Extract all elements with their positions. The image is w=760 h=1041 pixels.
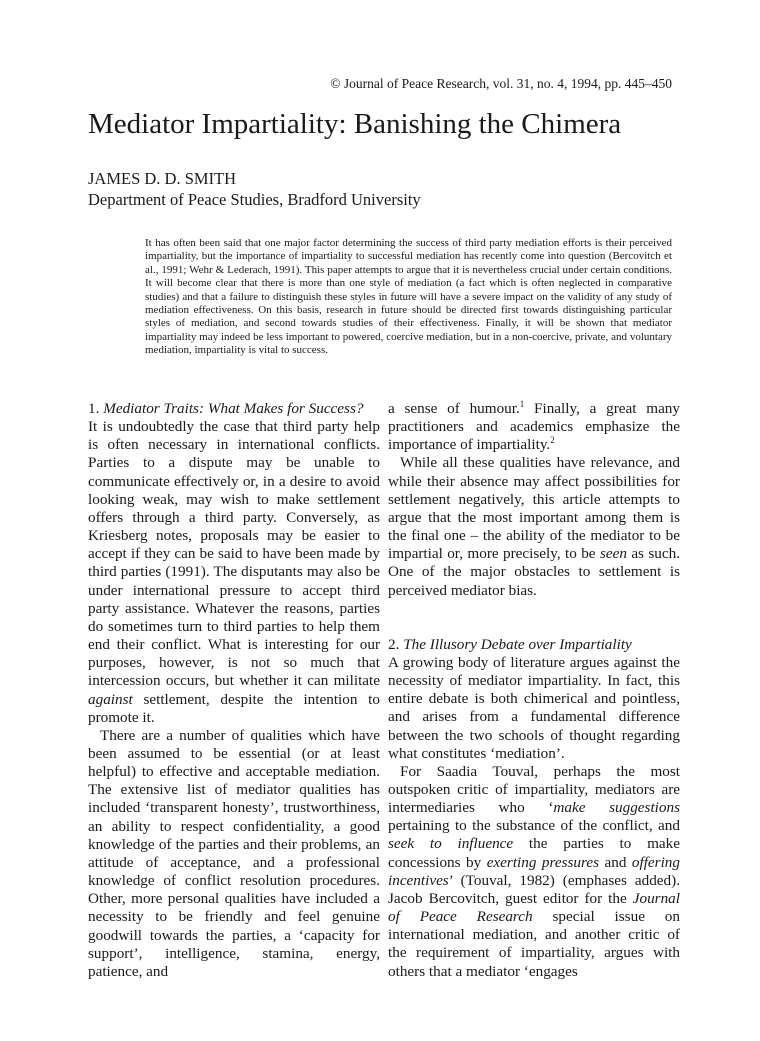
text-run: ’ (Touval, 1982) (emphases added). Jacob Bercovitch, guest editor for the — [388, 871, 680, 907]
article-title: Mediator Impartiality: Banishing the Chimera — [88, 108, 622, 140]
text-run: as such. One of the major obstacles to settlement is perceived mediator bias. — [388, 545, 680, 599]
paragraph — [88, 418, 380, 727]
author-block — [88, 168, 421, 210]
section-heading-2 — [388, 636, 680, 654]
text-run: pertaining to the substance of the conflict, and — [388, 817, 680, 835]
text-run: It is undoubtedly the case that third party help is often necessary in international conflicts. Parties to a dispute may be unable to communicate effectively or, in a desire to avoid looking weak, may wish to make settlement offers through a third party. Conversely, as Kriesberg notes, proposals may be easier to accept if they can be said to have been made by third parties (1991). The disputants may also be under international pressure to accept third party assistance. Whatever the reasons, parties do sometimes turn to third parties to help them end their conflict. What is interesting for our purposes, however, is not so much that intercession occurs, but whether it can militate — [88, 418, 380, 690]
text-run: For Saadia Touval, perhaps the most outspoken critic of impartiality, mediators are intermediaries who ‘ — [388, 762, 680, 817]
paragraph: A growing body of literature argues against the necessity of mediator impartiality. In fact, this entire debate is both chimerical and pointless, and arises from a fundamental difference between the two schools of thought regarding what constitutes ‘mediation’. — [388, 653, 680, 762]
emphasis: against — [88, 690, 133, 708]
emphasis: make suggestions — [553, 799, 680, 817]
text-run: settlement, despite the intention to promote it. — [88, 690, 380, 726]
column-right — [388, 400, 680, 981]
section-title: The Illusory Debate over Impartiality — [403, 635, 632, 653]
section-number: 1. — [88, 400, 100, 417]
author-name: JAMES D. D. SMITH — [88, 169, 237, 188]
text-run: special issue on international mediation, and another critic of the requirement of impartiality, argues with others that a mediator ‘engages — [388, 908, 680, 980]
text-run: Finally, a great many practitioners and academics emphasize the importance of impartiality. — [388, 400, 680, 454]
section-number: 2. — [388, 635, 400, 653]
journal-citation: © Journal of Peace Research, vol. 31, no. 4, 1994, pp. 445–450 — [330, 76, 672, 91]
emphasis: seek to influence — [388, 835, 514, 853]
abstract: It has often been said that one major factor determining the success of third party mediation efforts is their perceived impartiality, but the importance of impartiality to successful mediation has recently come into question (Bercovitch et al., 1991; Wehr & Lederach, 1991). This paper attempts to argue that it is nevertheless crucial under certain conditions. It will become clear that there is more than one style of mediation (a fact which is often neglected in comparative studies) and that a failure to distinguish these styles in future will have a severe impact on the validity of any study of mediation effectiveness. On this basis, research in future should be directed first towards distinguishing particular styles of mediation, and second towards studies of their effectiveness. Finally, it will be shown that mediator impartiality may indeed be less important to powered, coercive mediation, but in a non-coercive, private, and voluntary mediation, impartiality is vital to success. — [145, 237, 672, 357]
footnote-ref[interactable]: 1 — [519, 398, 525, 409]
emphasis: offering incentives — [388, 853, 680, 889]
column-left — [88, 400, 380, 981]
text-run: While all these qualities have relevance, and while their absence may affect possibilities for settlement negatively, this article attempts to argue that the most important among them is the final one – the ability of the mediator to be impartial or, more precisely, to be — [388, 454, 680, 563]
emphasis: Journal of Peace Research — [388, 889, 680, 926]
paragraph — [388, 400, 680, 454]
emphasis: seen — [599, 545, 627, 563]
section-spacer — [388, 600, 680, 636]
section-title: Mediator Traits: What Makes for Success? — [103, 400, 364, 417]
paragraph — [388, 763, 680, 981]
section-heading-1 — [88, 400, 380, 418]
paragraph — [388, 454, 680, 599]
text-run: and — [599, 853, 632, 871]
text-run: a sense of humour. — [388, 400, 520, 417]
paragraph: There are a number of qualities which have been assumed to be essential (or at least helpful) to effective and acceptable mediation. The extensive list of mediator qualities has included ‘transparent honesty’, trustworthiness, an ability to respect confidentiality, a good knowledge of the parties and their problems, an attitude of acceptance, and a professional knowledge of conflict resolution procedures. Other, more personal qualities have included a necessity to be friendly and feel genuine goodwill towards the parties, a ‘capacity for support’, intelligence, stamina, energy, patience, and — [88, 726, 380, 980]
emphasis: exerting pressures — [486, 853, 600, 871]
text-run: the parties to make concessions by — [388, 835, 680, 871]
footnote-ref[interactable]: 2 — [550, 435, 555, 446]
author-affiliation: Department of Peace Studies, Bradford University — [88, 190, 421, 209]
